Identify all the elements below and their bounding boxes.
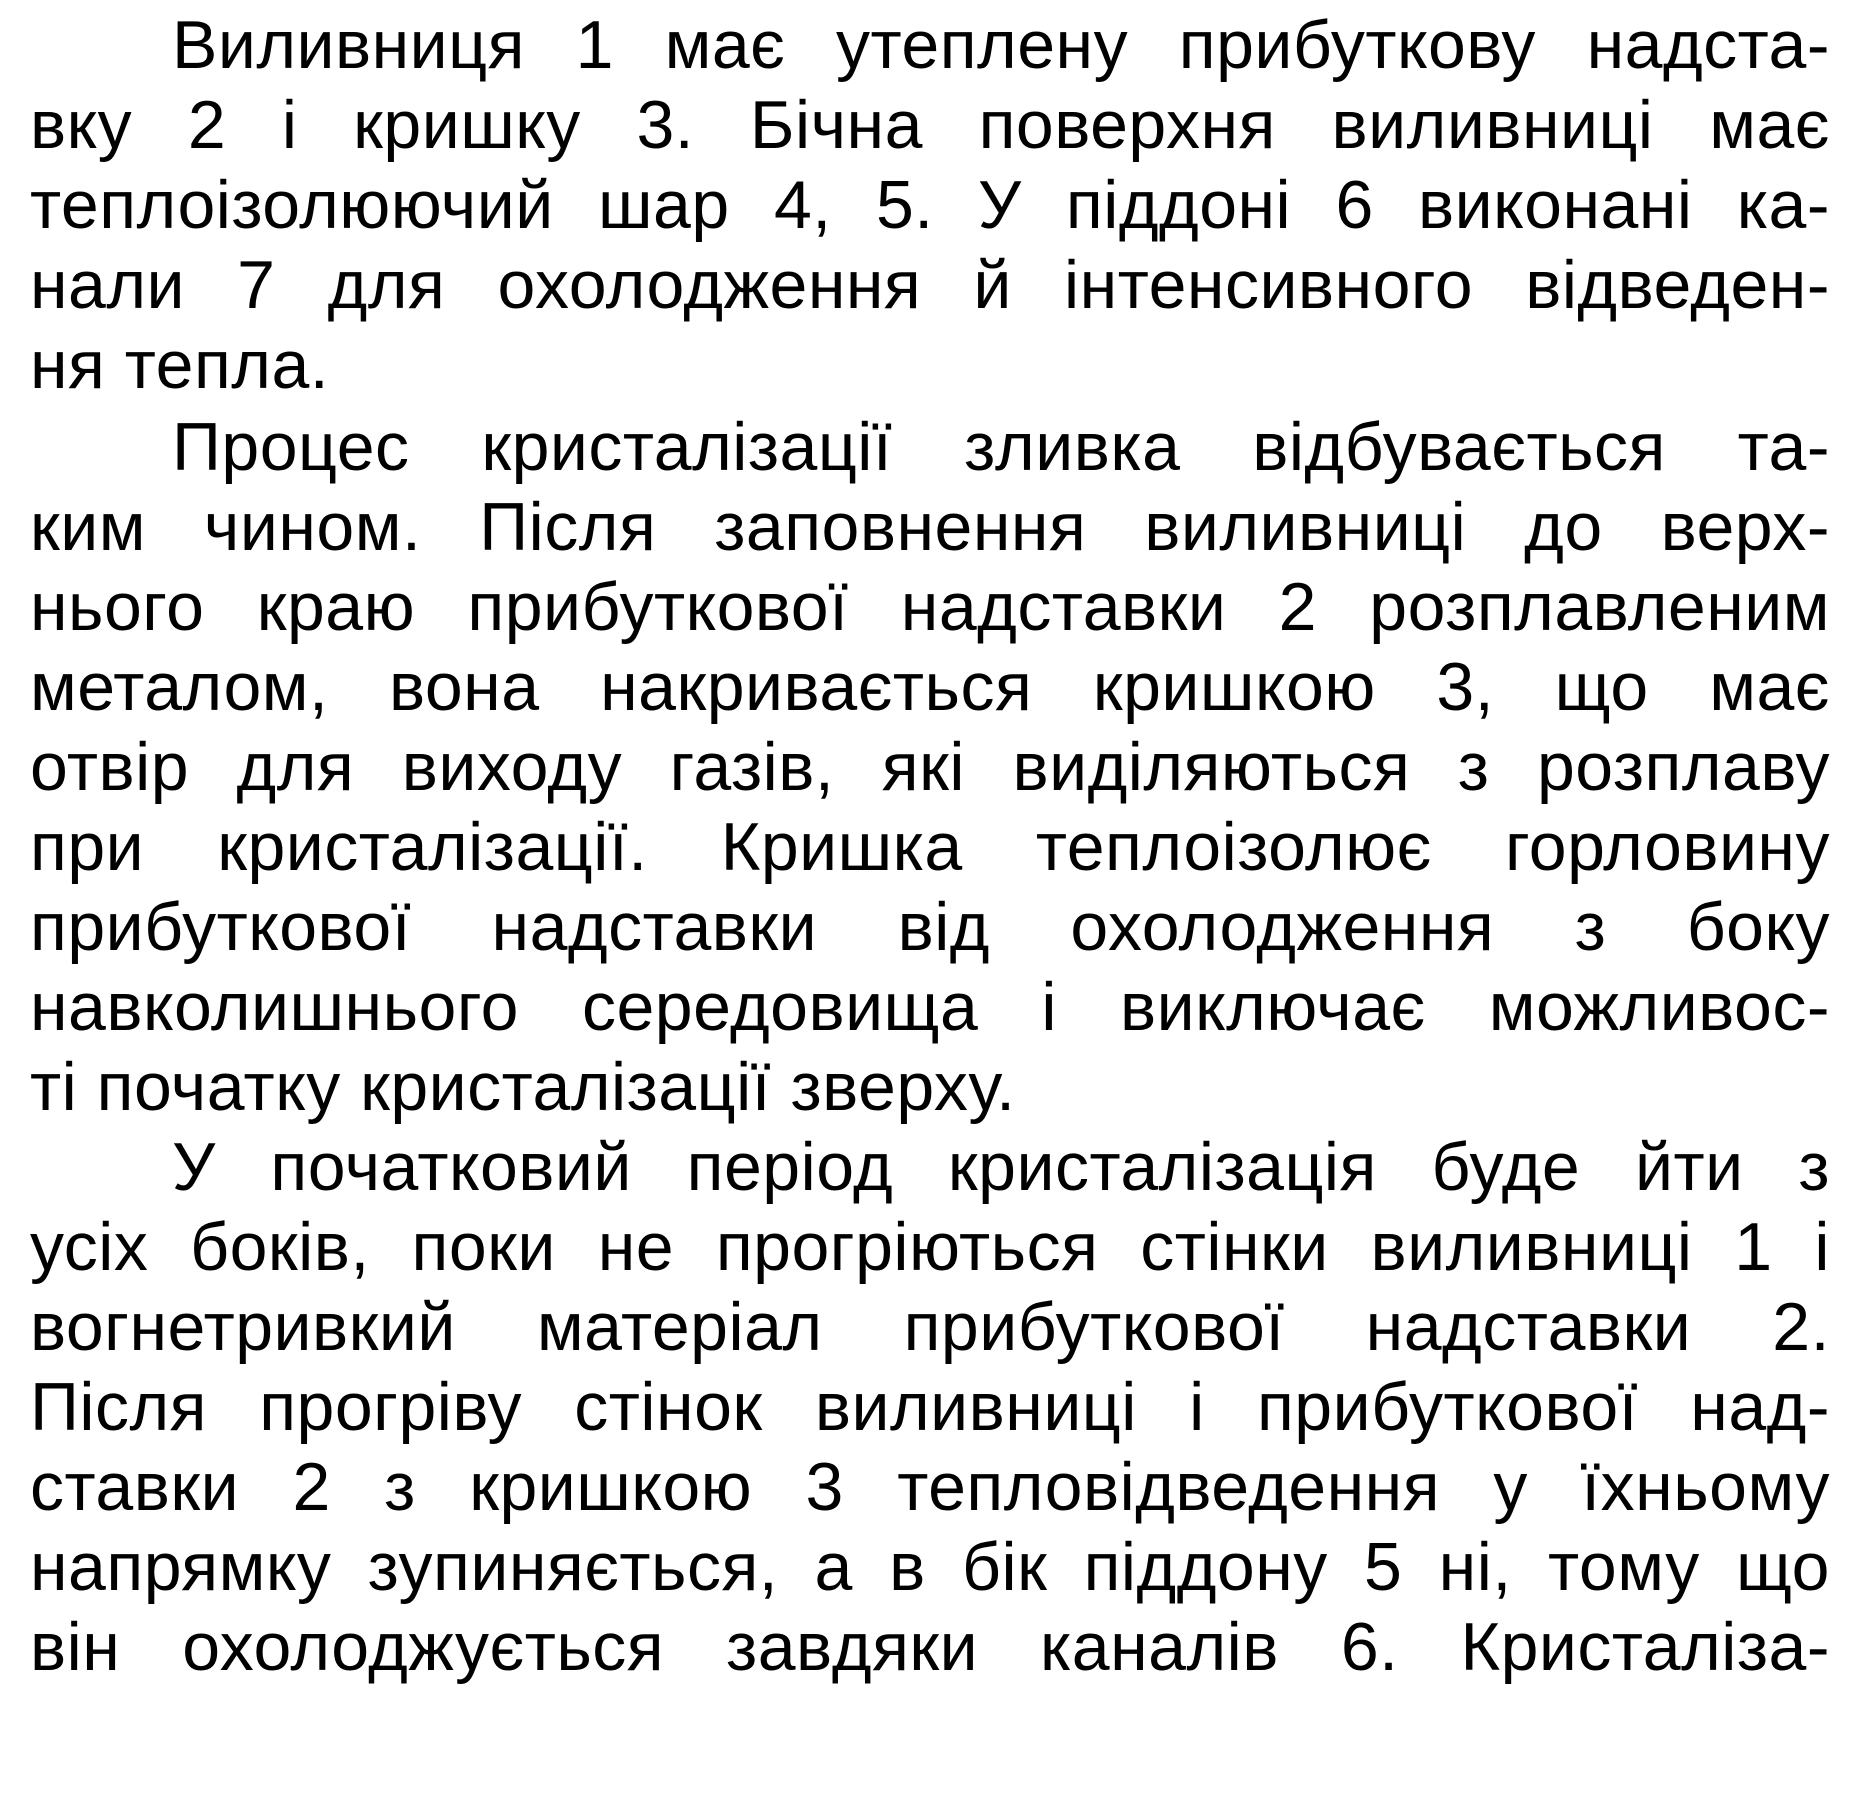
paragraph-2-line-2: ким чином. Після заповнення виливниці до верх- (30, 489, 1830, 565)
paragraph-3-line-2: усіх боків, поки не прогріються стінки виливниці 1 і (30, 1209, 1830, 1285)
paragraph-1-line-5: ня тепла. (30, 327, 330, 403)
paragraph-1-line-3: теплоізолюючий шар 4, 5. У піддоні 6 виконані ка- (30, 167, 1830, 243)
paragraph-2-line-6: при кристалізації. Кришка теплоізолює горловину (30, 809, 1830, 885)
paragraph-3-line-4: Після прогріву стінок виливниці і прибуткової над- (30, 1369, 1830, 1445)
paragraph-1-line-2: вку 2 і кришку 3. Бічна поверхня виливниці має (30, 87, 1830, 163)
paragraph-2-line-8: навколишнього середовища і виключає можливос- (30, 969, 1830, 1045)
paragraph-1-line-4: нали 7 для охолодження й інтенсивного відведен- (30, 247, 1830, 323)
paragraph-3-line-3: вогнетривкий матеріал прибуткової надставки 2. (30, 1289, 1830, 1365)
paragraph-2-line-3: нього краю прибуткової надставки 2 розплавленим (30, 569, 1830, 645)
paragraph-2-line-7: прибуткової надставки від охолодження з боку (30, 889, 1830, 965)
paragraph-2-line-1: Процес кристалізації зливка відбувається та- (172, 409, 1830, 485)
paragraph-2-line-9: ті початку кристалізації зверху. (30, 1049, 1016, 1125)
paragraph-1-line-1: Виливниця 1 має утеплену прибуткову надста- (172, 7, 1830, 83)
paragraph-2-line-5: отвір для виходу газів, які виділяються з розплаву (30, 729, 1830, 805)
paragraph-3-line-5: ставки 2 з кришкою 3 тепловідведення у їхньому (30, 1449, 1830, 1525)
paragraph-3-line-1: У початковий період кристалізація буде йти з (172, 1129, 1830, 1205)
paragraph-3-line-6: напрямку зупиняється, а в бік піддону 5 ні, тому що (30, 1529, 1830, 1605)
paragraph-3-line-7: він охолоджується завдяки каналів 6. Кристаліза- (30, 1609, 1830, 1685)
paragraph-2-line-4: металом, вона накривається кришкою 3, що має (30, 649, 1830, 725)
